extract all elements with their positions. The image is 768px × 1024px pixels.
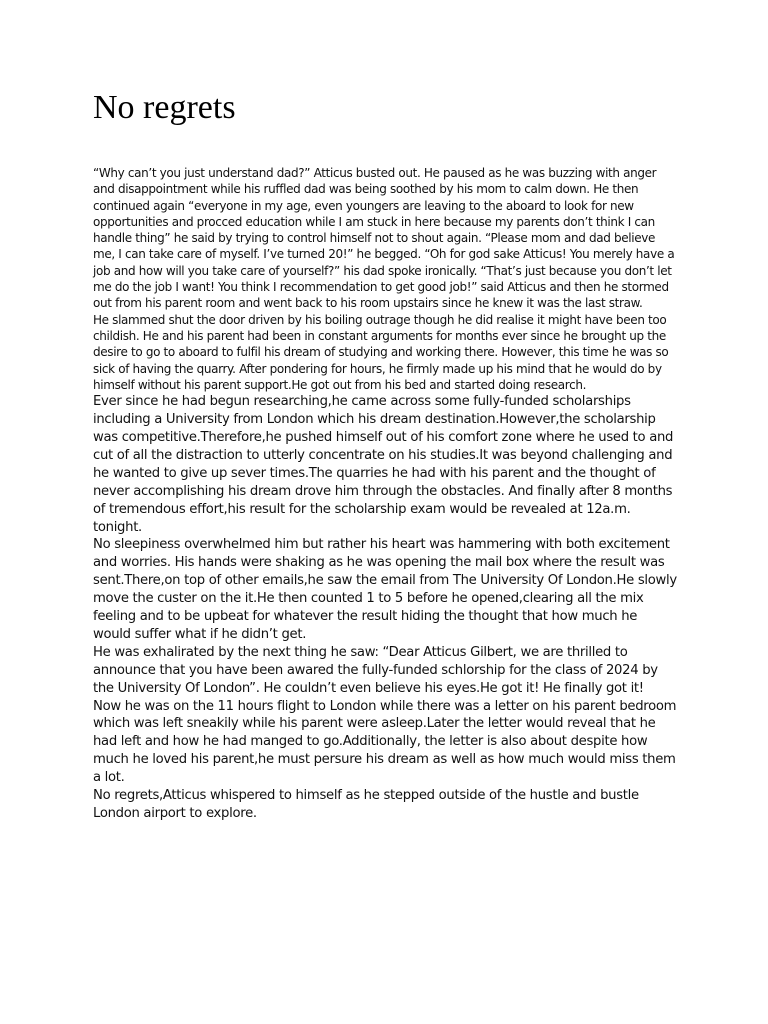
paragraph-4: No sleepiness overwhelmed him but rather his heart was hammering with both excitement and worries. His hands were shaking as he was opening the mail box where the result was sent.There,on top of other emails,he saw the email from The University Of London.He slowly move the custer on the it.He then counted 1 to 5 before he opened,clearing all the mix feeling and to be upbeat for whatever the result hiding the thought that how much he would suffer what if he didn’t get.	[93, 537, 677, 642]
document-title: No regrets	[93, 89, 236, 126]
paragraph-3: Ever since he had begun researching,he came across some fully-funded scholarships including a University from London which his dream destination.However,the scholarship was competitive.Therefore,he pushed himself out of his comfort zone where he used to and cut of all the distraction to utterly concentrate on his studies.It was beyond challenging and he wanted to give up sever times.The quarries he had with his parent and the thought of never accomplishing his dream drove him through the obstacles. And finally after 8 months of tremendous effort,his result for the scholarship exam would be revealed at 12a.m. tonight.	[93, 394, 674, 535]
document-body	[93, 165, 678, 823]
paragraph-6: Now he was on the 11 hours flight to London while there was a letter on his parent bedroom which was left sneakily while his parent were asleep.Later the letter would reveal that he had left and how he had manged to go.Additionally, the letter is also about despite how much he loved his parent,he must persure his dream as well as how much would miss them a lot.	[93, 698, 677, 786]
paragraph-2: He slammed shut the door driven by his boiling outrage though he did realise it might have been too childish. He and his parent had been in constant arguments for months ever since he brought up the desire to go to aboard to fulfil his dream of studying and working there. However, this time he was so sick of having the quarry. After pondering for hours, he firmly made up his mind that he would do by himself without his parent support.He got out from his bed and started doing research.	[93, 312, 669, 392]
paragraph-7: No regrets,Atticus whispered to himself as he stepped outside of the hustle and bustle London airport to explore.	[93, 788, 639, 821]
paragraph-1: “Why can’t you just understand dad?” Atticus busted out. He paused as he was buzzing with anger and disappointment while his ruffled dad was being soothed by his mom to calm down. He then continued again “everyone in my age, even youngers are leaving to the aboard to look for new opportunities and procced education while I am stuck in here because my parents don’t think I can handle thing” he said by trying to control himself not to shout again. “Please mom and dad believe me, I can take care of myself. I’ve turned 20!” he begged. “Oh for god sake Atticus! You merely have a job and how will you take care of yourself?” his dad spoke ironically. “That’s just because you don’t let me do the job I want! You think I recommendation to get good job!” said Atticus and then he stormed out from his parent room and went back to his room upstairs since he knew it was the last straw.	[93, 166, 675, 311]
paragraph-5: He was exhalirated by the next thing he saw: “Dear Atticus Gilbert, we are thrilled to announce that you have been awared the fully-funded schlorship for the class of 2024 by the University Of London”. He couldn’t even believe his eyes.He got it! He finally got it!	[93, 644, 658, 696]
